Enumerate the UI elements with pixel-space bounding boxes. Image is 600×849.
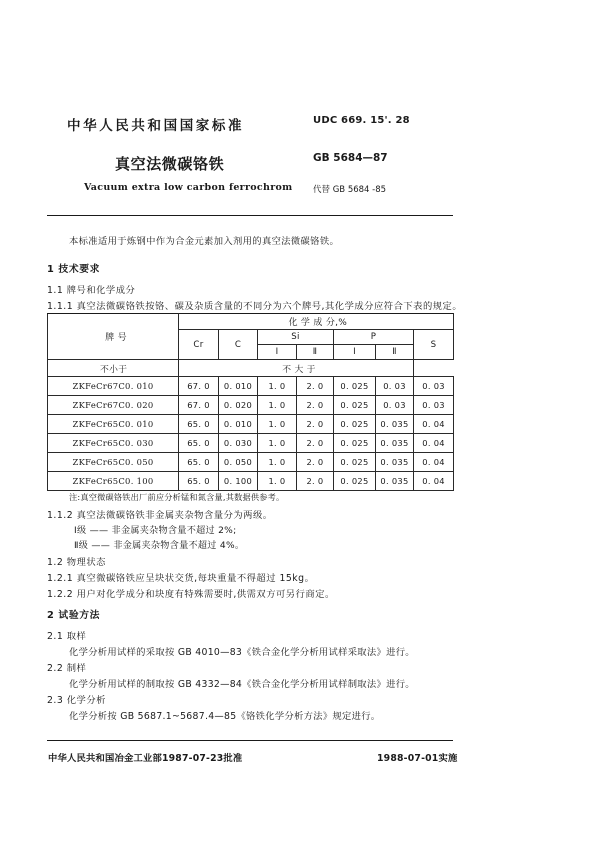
cell-grade: ZKFeCr65C0. 030 <box>48 434 179 453</box>
cell-p-1: 0. 025 <box>334 472 376 491</box>
table-note: 注:真空微碳铬铁出厂前应分析锰和氮含量,其数据供参考。 <box>69 492 285 502</box>
cell-p-2: 0. 035 <box>376 472 414 491</box>
cell-s: 0. 04 <box>414 472 454 491</box>
section-heading-1-2-1: 1.2.1 真空微碳铬铁应呈块状交货,每块重量不得超过 15kg。 <box>47 573 315 584</box>
section-2-2-body: 化学分析用试样的制取按 GB 4332—84《铁合金化学分析用试样制取法》进行。 <box>69 679 415 690</box>
table-header-chemical-composition: 化 学 成 分,% <box>179 314 454 330</box>
section-heading-1: 1 技术要求 <box>47 264 101 275</box>
cell-c: 0. 100 <box>219 472 258 491</box>
cell-s: 0. 04 <box>414 415 454 434</box>
page-title-english: Vacuum extra low carbon ferrochrom <box>84 182 293 193</box>
cell-si-2: 2. 0 <box>297 472 334 491</box>
table-body <box>48 377 454 491</box>
cell-c: 0. 010 <box>219 377 258 396</box>
table-header-cr: Cr <box>179 330 219 360</box>
table-header-c: C <box>219 330 258 360</box>
section-heading-2-1: 2.1 取样 <box>47 631 87 642</box>
table-header-p-grade-1: Ⅰ <box>334 345 376 360</box>
replaced-standard: 代替 GB 5684 -85 <box>313 185 387 195</box>
table-row <box>48 472 454 491</box>
cell-c: 0. 010 <box>219 415 258 434</box>
table-header-grade: 牌 号 <box>48 314 179 360</box>
cell-s: 0. 03 <box>414 396 454 415</box>
header-divider <box>47 215 453 216</box>
cell-grade: ZKFeCr67C0. 010 <box>48 377 179 396</box>
cell-si-1: 1. 0 <box>258 434 297 453</box>
cell-s: 0. 03 <box>414 377 454 396</box>
cell-p-2: 0. 035 <box>376 434 414 453</box>
cell-s: 0. 04 <box>414 434 454 453</box>
cell-p-1: 0. 025 <box>334 434 376 453</box>
cell-si-1: 1. 0 <box>258 377 297 396</box>
cell-cr: 65. 0 <box>179 434 219 453</box>
section-heading-1-1-1: 1.1.1 真空法微碳铬铁按铬、碳及杂质含量的不同分为六个牌号,其化学成分应符合下表的规定。 <box>47 301 463 312</box>
cell-si-2: 2. 0 <box>297 396 334 415</box>
cell-si-2: 2. 0 <box>297 453 334 472</box>
cell-cr: 65. 0 <box>179 453 219 472</box>
chemical-composition-table <box>47 313 453 491</box>
cell-c: 0. 020 <box>219 396 258 415</box>
table-header-si-grade-1: Ⅰ <box>258 345 297 360</box>
standard-number: GB 5684—87 <box>313 152 388 164</box>
cell-s: 0. 04 <box>414 453 454 472</box>
section-heading-2-3: 2.3 化学分析 <box>47 695 106 706</box>
cell-cr: 65. 0 <box>179 472 219 491</box>
section-heading-1-1: 1.1 牌号和化学成分 <box>47 285 136 296</box>
table-header-si-grade-2: Ⅱ <box>297 345 334 360</box>
cell-si-2: 2. 0 <box>297 377 334 396</box>
section-heading-1-2-2: 1.2.2 用户对化学成分和块度有特殊需要时,供需双方可另行商定。 <box>47 589 335 600</box>
udc-code: UDC 669. 15'. 28 <box>313 115 410 126</box>
table-header-p-grade-2: Ⅱ <box>376 345 414 360</box>
footer-effective: 1988-07-01实施 <box>377 753 458 764</box>
section-2-3-body: 化学分析按 GB 5687.1~5687.4—85《铬铁化学分析方法》规定进行。 <box>69 711 381 722</box>
cell-cr: 67. 0 <box>179 377 219 396</box>
cell-p-2: 0. 035 <box>376 453 414 472</box>
cell-c: 0. 030 <box>219 434 258 453</box>
inclusion-grade-2: Ⅱ级 —— 非金属夹杂物含量不超过 4%。 <box>74 541 245 551</box>
table-row <box>48 453 454 472</box>
table-row <box>48 415 454 434</box>
cell-p-1: 0. 025 <box>334 377 376 396</box>
table-header-s: S <box>414 330 454 360</box>
cell-si-1: 1. 0 <box>258 415 297 434</box>
section-heading-2: 2 试验方法 <box>47 610 101 621</box>
cell-grade: ZKFeCr67C0. 020 <box>48 396 179 415</box>
cell-p-2: 0. 03 <box>376 396 414 415</box>
cell-grade: ZKFeCr65C0. 100 <box>48 472 179 491</box>
section-heading-1-1-2: 1.1.2 真空法微碳铬铁非金属夹杂物含量分为两级。 <box>47 510 273 521</box>
section-heading-1-2: 1.2 物理状态 <box>47 557 106 568</box>
footer-approval: 中华人民共和国冶金工业部1987-07-23批准 <box>48 753 243 764</box>
cell-grade: ZKFeCr65C0. 010 <box>48 415 179 434</box>
table-header-p: P <box>334 330 414 345</box>
national-standard-heading: 中华人民共和国国家标准 <box>67 118 245 134</box>
cell-cr: 65. 0 <box>179 415 219 434</box>
cell-p-2: 0. 03 <box>376 377 414 396</box>
table-row <box>48 434 454 453</box>
cell-si-2: 2. 0 <box>297 415 334 434</box>
inclusion-grade-1: Ⅰ级 —— 非金属夹杂物含量不超过 2%; <box>74 526 237 536</box>
table-header-limit-min: 不小于 <box>48 360 179 377</box>
table-row <box>48 396 454 415</box>
scope-paragraph: 本标准适用于炼钢中作为合金元素加入剂用的真空法微碳铬铁。 <box>69 236 340 247</box>
cell-si-1: 1. 0 <box>258 396 297 415</box>
cell-si-1: 1. 0 <box>258 472 297 491</box>
cell-p-1: 0. 025 <box>334 415 376 434</box>
section-heading-2-2: 2.2 制样 <box>47 663 87 674</box>
cell-p-2: 0. 035 <box>376 415 414 434</box>
cell-p-1: 0. 025 <box>334 396 376 415</box>
cell-c: 0. 050 <box>219 453 258 472</box>
cell-si-2: 2. 0 <box>297 434 334 453</box>
table-header-limit-max: 不 大 于 <box>179 360 414 377</box>
cell-p-1: 0. 025 <box>334 453 376 472</box>
section-2-1-body: 化学分析用试样的采取按 GB 4010—83《铁合金化学分析用试样采取法》进行。 <box>69 647 415 658</box>
table-header-si: Si <box>258 330 334 345</box>
cell-grade: ZKFeCr65C0. 050 <box>48 453 179 472</box>
page-title: 真空法微碳铬铁 <box>115 155 225 173</box>
footer-divider <box>47 740 453 741</box>
cell-si-1: 1. 0 <box>258 453 297 472</box>
table-row <box>48 377 454 396</box>
cell-cr: 67. 0 <box>179 396 219 415</box>
